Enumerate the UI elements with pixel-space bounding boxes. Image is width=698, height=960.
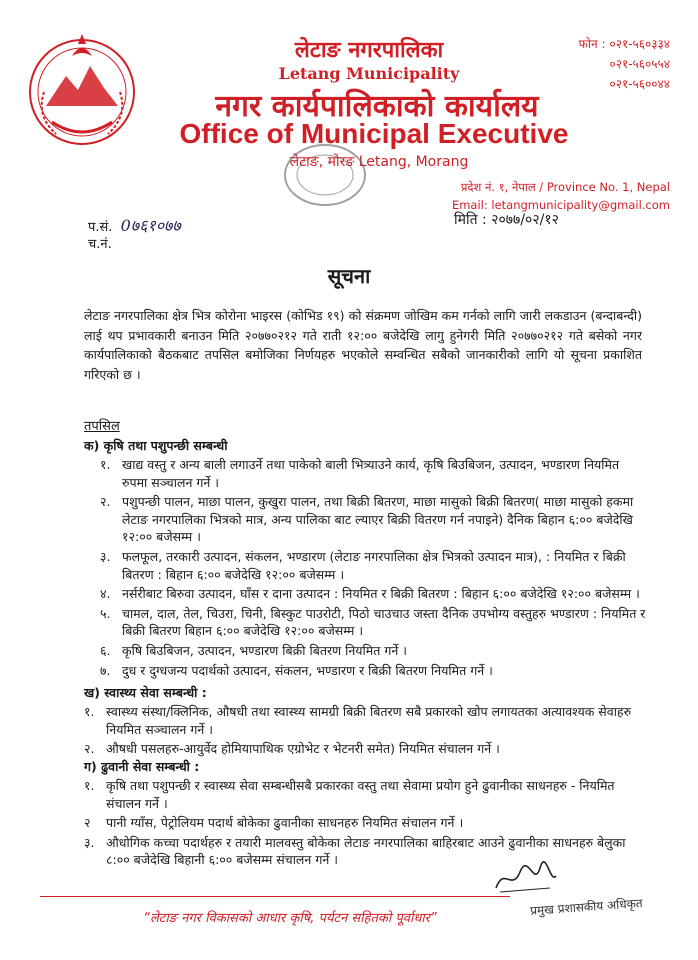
item-number: ४. <box>100 586 111 602</box>
signatory-title: प्रमुख प्रशासकीय अधिकृत <box>529 896 644 918</box>
email-line: Email: letangmunicipality@gmail.com <box>451 198 670 212</box>
handwritten-signature <box>490 858 560 898</box>
phone-label: फोन : <box>578 37 606 51</box>
notice-title: सूचना <box>327 264 371 288</box>
list-item <box>84 814 644 832</box>
list-item <box>84 777 644 812</box>
item-text: दुध र दुग्धजन्य पदार्थको उत्पादन, संकलन, भण्डारण र बिक्री बितरण नियमित गर्ने । <box>122 662 493 678</box>
footer-divider <box>40 896 510 897</box>
item-number: ५. <box>100 605 111 621</box>
list-item <box>84 740 644 758</box>
list-item <box>84 703 644 738</box>
section-b-title: ख) स्वास्थ्य सेवा सम्बन्धी : <box>84 685 207 700</box>
item-text: कृषि बिउबिजन, उत्पादन, भण्डारण बिक्री बितरण नियमित गर्ने । <box>122 642 408 658</box>
details-heading: तपसिल <box>84 419 120 434</box>
list-item <box>84 834 644 869</box>
item-text: औधोगिक कच्चा पदार्थहरु र तयारी मालवस्तु बोकेका लेटाङ नगरपालिका बाहिरबाट आउने ढुवानीका साधनहरु बेलुका ८:०० बजेदेखि बिहानी ६:०० बजेसम्म संचालन गर्ने । <box>106 834 626 868</box>
item-number: १. <box>100 457 111 472</box>
office-address: लेटाङ, मोरङ Letang, Morang <box>289 154 469 170</box>
item-number: २. <box>100 494 111 510</box>
item-text: फलफूल, तरकारी उत्पादन, संकलन, भण्डारण (लेटाङ नगरपालिका क्षेत्र भित्रको उत्पादन मात्र), : नियमित र बिक्री बितरण : बिहान ६:०० बजेदेखि १२:०० बजेसम्म । <box>122 548 626 582</box>
item-text: औषधी पसलहरु-आयुर्वेद होमियापाथिक एग्रोभेट र भेटनरी समेत) नियमित संचालन गर्ने । <box>106 741 500 757</box>
footer-slogan: “लेटाङ नगर विकासको आधार कृषि, पर्यटन सहितको पूर्वाधार” <box>143 911 437 926</box>
item-text: पानी ग्याँस, पेट्रोलियम पदार्थ बोकेका ढुवानीका साधनहरु नियमित संचालन गर्ने । <box>106 815 464 831</box>
section-a-list <box>100 456 646 681</box>
phone-number: ०२१-५६०५५४ <box>609 57 670 71</box>
province-line: प्रदेश नं. १, नेपाल / Province No. 1, Nepal <box>460 180 670 194</box>
item-number: १. <box>84 778 95 793</box>
phone-number: ०२१-५६००४४ <box>609 77 670 91</box>
list-item <box>100 548 646 583</box>
section-b-list <box>84 703 644 760</box>
section-a-title: क) कृषि तथा पशुपन्छी सम्बन्धी <box>84 438 228 453</box>
office-name-en: Office of Municipal Executive <box>179 118 569 149</box>
phone-number: ०२१-५६०३३४ <box>609 37 670 51</box>
item-text: पशुपन्छी पालन, माछा पालन, कुखुरा पालन, तथा बिक्री बितरण, माछा मासुको बिक्री बितरण( माछा मासुको हकमा लेटाङ नगरपालिका भित्रको मात्र, अन्य पालिका बाट ल्याएर बिक्री वितरण गर्न नपाइने) दैनिक बिहान ६:०० बजेदेखि १२:०० बजेसम्म । <box>122 494 634 545</box>
item-text: चामल, दाल, तेल, चिउरा, चिनी, बिस्कुट पाउरोटी, पिठो चाउचाउ जस्ता दैनिक उपभोग्य वस्तुहरु भण्डारण : नियमित र बिक्री बितरण बिहान ६:०० बजेदेखि १२:०० बजेसम्म । <box>122 605 646 639</box>
reference-label: प.सं. <box>88 220 113 235</box>
list-item <box>100 642 646 660</box>
item-number: २ <box>84 815 91 831</box>
item-number: १. <box>84 704 95 719</box>
section-c-title: ग) ढुवानी सेवा सम्बन्धी : <box>84 759 200 774</box>
item-number: ३. <box>100 548 111 564</box>
list-item <box>100 493 646 546</box>
item-number: ७. <box>100 662 111 678</box>
item-text: स्वास्थ्य संस्था/क्लिनिक, औषधी तथा स्वास्थ्य सामग्री बिक्री बितरण सबै प्रकारको खोप लगायतका अत्यावश्यक सेवाहरु नियमित सञ्चालन गर्ने । <box>106 704 632 737</box>
notice-intro: लेटाङ नगरपालिका क्षेत्र भित्र कोरोना भाइरस (कोभिड १९) को संक्रमण जोखिम कम गर्नको लागि जारी लकडाउन (बन्दाबन्दी) लाई थप प्रभावकारी बनाउन मिति २०७७०२१२ गते राती १२:०० बजेदेखि लागु हुनेगरी मिति २०७७०२१२ गते बसेको नगर कार्यपालिकाको बैठकबाट तपसिल बमोजिका निर्णयहरु भएकोले सम्वन्धित सबैको जानकारीको लागि यो सूचना प्रकाशित गरिएको छ । <box>84 308 642 382</box>
phone-block <box>579 34 670 94</box>
list-item <box>100 456 646 491</box>
item-number: ३. <box>84 834 95 850</box>
item-number: ६. <box>100 642 111 658</box>
item-number: २. <box>84 741 95 757</box>
section-c-list <box>84 777 644 871</box>
municipality-name-en: Letang Municipality <box>278 64 460 83</box>
municipality-name-np: लेटाङ नगरपालिका <box>294 38 444 63</box>
list-item <box>100 605 646 640</box>
reference-number <box>88 214 181 236</box>
office-name-np: नगर कार्यपालिकाको कार्यालय <box>215 89 539 124</box>
notice-date: मिति : २०७७/०२/१२ <box>454 212 559 228</box>
office-stamp <box>280 140 370 210</box>
item-text: नर्सरीबाट बिरुवा उत्पादन, घाँस र दाना उत्पादन : नियमित र बिक्री बितरण : बिहान ६:०० बजेदेखि १२:०० बजेसम्म । <box>122 586 640 602</box>
item-text: कृषि तथा पशुपन्छी र स्वास्थ्य सेवा सम्बन्धीसबै प्रकारका वस्तु तथा सेवामा प्रयोग हुने ढुवानीका साधनहरु - नियमित संचालन गर्ने । <box>106 778 615 811</box>
item-text: खाद्य वस्तु र अन्य बाली लगाउर्ने तथा पाकेको बाली भित्र्याउने कार्य, कृषि बिउबिजन, उत्पादन, भण्डारण नियमित रुपमा सञ्चालन गर्ने । <box>122 457 620 490</box>
list-item <box>100 585 646 603</box>
list-item <box>100 662 646 680</box>
chalan-number-label: च.नं. <box>88 237 112 252</box>
reference-value: 0७६१०७७ <box>120 216 181 235</box>
